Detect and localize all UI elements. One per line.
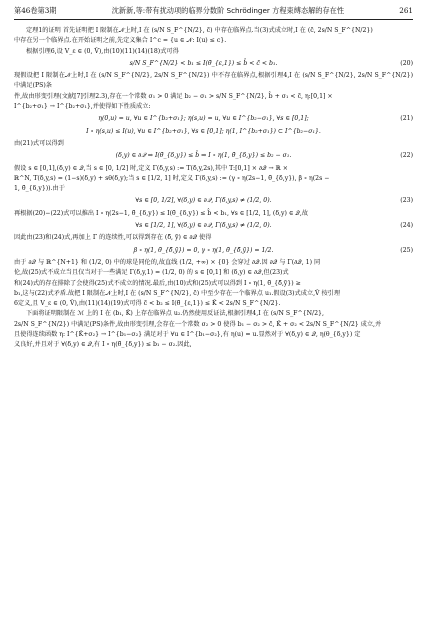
running-header <box>14 6 413 20</box>
text-line: 由(21)式可以得到 <box>14 139 64 147</box>
text-line: 和(24)式的存在排除了会使得(25)式不成立的情况.最后,由(10)式和(25)式可以得到 I ∘ η(1, θ̃_{δ̃,ỹ}) ≥ <box>14 279 301 287</box>
text-line: 件,故由形变引理(文献[7]引理2.3),存在一个常数 σ₁ > 0 满足 b₂ − σ₁ > s/N S_F^{N/2}, b̂ + σ₁ < c̃, η:[0,1] × <box>14 92 333 100</box>
equation <box>14 151 413 161</box>
equation <box>14 114 413 124</box>
text-line: ℝ^N, T(δ,y,s) = (1−s)(δ,y) + sθ(δ,y);当 s ∈ [1/2, 1] 时,定义 Γ(δ,y,s) := (γ ∘ η(2s−1, θ̃_{δ,y}), β ∘ η(2s − <box>14 174 330 182</box>
equation-number: (25) <box>400 246 413 254</box>
equation-expression: I ∘ η(s,u) ≤ I(u), ∀u ∈ I^{b₂+σ₁}, ∀s ∈ [0,1]; η(1, I^{b₂+σ₁}) ⊂ I^{b₂−σ₁}. <box>86 127 321 135</box>
text-line: b₁,这与(22)式矛盾.故把 I 限制在𝒩上时,I 在 (s/N S_F^{N/2}, c̃) 中至少存在一个临界点 u₁.假设(3)式成立,V̂ 按引理 <box>14 289 341 297</box>
equation-expression: ∀s ∈ [0, 1/2], ∀(δ,y) ∈ ∂𝒬, Γ(δ,y,s) ≠ (1/2, 0). <box>135 197 272 205</box>
equation-expression: (δ,y) ∈ ∂𝒬 ⇒ I(θ̃_{δ,y}) ≤ b̂ ⇒ I ∘ η(1, θ̃_{δ,y}) ≤ b₂ − σ₁. <box>115 152 292 160</box>
equation <box>14 59 413 69</box>
equation-number: (20) <box>400 59 413 67</box>
text-line: 且使得连续函数 η: I^{K̂+σ₂} → I^{b₁−σ₂} 满足对于 ∀u ∈ I^{b₁−σ₂},有 η(u) = u.显然对于 ∀(δ,y) ∈ 𝒬, η(θ_{δ,y}) 定 <box>14 331 361 339</box>
equation <box>14 127 413 137</box>
text-line: 因此由(23)和(24)式,再加上 Γ 的连续性,可以得到存在 (δ̃, ỹ) ∈ ∂𝒬 使得 <box>14 234 212 242</box>
paper-running-title: 沈新新,等:带有扰动项的临界分数阶 Schrödinger 方程束缚态解的存在性 <box>111 6 345 15</box>
text-line: 义良好,并且对于 ∀(δ,y) ∈ 𝒬,有 I ∘ η(θ̃_{δ,y}) ≤ b₁ − σ₂.因此, <box>14 341 192 349</box>
text-line: 定理1的证明 首先证明把 I 限制在𝒩上时,I 在 (s/N S_F^{N/2}, c̃) 中存在临界点.当(3)式成立时,I 在 (c̃, 2s/N S_F^{N/2}) <box>26 27 373 34</box>
text-line: 由于 ∂𝒬 与 ℝ^{N+1} 和 (1/2, 0) 中的球是同伦的,故直线 (1/2, +∞) × {0} 会穿过 ∂𝒬.因 ∂𝒬 与 Γ(∂𝒬, 1) 同 <box>14 258 321 266</box>
text-line: 6定义,且 V_ε ∈ (0, V̂),由(11)(14)(19)式可得 c̃ < b₂ ≤ I(θ̃_{ε,1}) ≤ K̂ < 2s/N S_F^{N/2}. <box>14 300 281 308</box>
equation-number: (21) <box>400 115 413 123</box>
equation-number: (24) <box>400 222 413 230</box>
journal-volume-issue: 第46卷第3期 <box>14 6 57 15</box>
equation <box>14 246 413 256</box>
text-line: 1, θ̃_{δ,y})).由于 <box>14 185 65 193</box>
equation-expression: s/N S_F^{N/2} < b₁ ≤ I(θ̃_{ε,1}) ≤ b̂ < c̃ < b₁. <box>129 59 278 67</box>
text-line: 假设 s ∈ [0,1],(δ,y) ∈ 𝒬,当 s ∈ [0, 1/2] 时,定义 Γ(δ,y,s) := T(δ,y,2s),其中 T:[0,1] × ∂𝒬 → ℝ × <box>14 164 288 172</box>
equation <box>14 196 413 206</box>
equation-expression: β ∘ η(1, θ̃_{δ̃,ỹ}) = 0, γ ∘ η(1, θ̃_{δ̃,ỹ}) = 1/2. <box>133 246 274 254</box>
text-line: 根据引理6,设 V_ε ∈ (0, V̂),由(10)(11)(14)(18)式可得 <box>26 47 179 55</box>
text-line: 下面将证明限制在 ℳ 上的 I 在 (b₁, K̂) 上存在临界点 u₂.仍然使用反证法,根据引理4,I 在 (s/N S_F^{N/2}, <box>26 310 324 318</box>
equation-number: (22) <box>400 152 413 160</box>
text-line: 再根据(20)−(22)式可以推出 I ∘ η(2s−1, θ̃_{δ,y}) ≤ I(θ̃_{δ,y}) ≤ b̂ < b₁, ∀s ∈ [1/2, 1], (δ,y) ∈ 𝒬,故 <box>14 209 309 217</box>
text-line: 现假设把 I 限制在𝒩上时,I 在 (s/N S_F^{N/2}, 2s/N S_F^{N/2}) 中不存在临界点,根据引理4,I 在 (s/N S_F^{N/2}, 2s/N S_F^{N/2}) 中满足(PS)条 <box>14 72 413 90</box>
equation-expression: ∀s ∈ [1/2, 1], ∀(δ,y) ∈ ∂𝒬, Γ(δ,y,s) ≠ (1/2, 0). <box>135 222 272 230</box>
equation <box>14 221 413 231</box>
text-line: 伦,故(25)式不成立当且仅当对于一些满足 Γ(δ,y,1) = (1/2, 0) 的 s ∈ [0,1] 和 (δ,y) ∈ ∂𝒬,但(23)式 <box>14 269 289 277</box>
paper-body <box>14 26 413 351</box>
equation-expression: η(0,u) = u, ∀u ∈ I^{b₂+σ₁}; η(s,u) = u, ∀u ∈ I^{b₂−σ₁}, ∀s ∈ [0,1]; <box>98 115 309 123</box>
text-line: I^{b₂+σ₁} → I^{b₂+σ₁},并使得如下性质成立: <box>14 103 151 111</box>
page-number: 261 <box>399 6 413 15</box>
text-line: 中存在另一个临界点.在开始证明之前,先定义集合 I^c = {u ∈ 𝒩: I(u) ≤ c}. <box>14 37 227 45</box>
text-line: 2s/N S_F^{N/2}) 中满足(PS)条件,故由形变引理,会存在一个常数 σ₂ > 0 使得 b₁ − σ₂ > c̃, K̂ + σ₂ < 2s/N S_F^{N/2} 成立,并 <box>14 320 382 328</box>
equation-number: (23) <box>400 197 413 205</box>
